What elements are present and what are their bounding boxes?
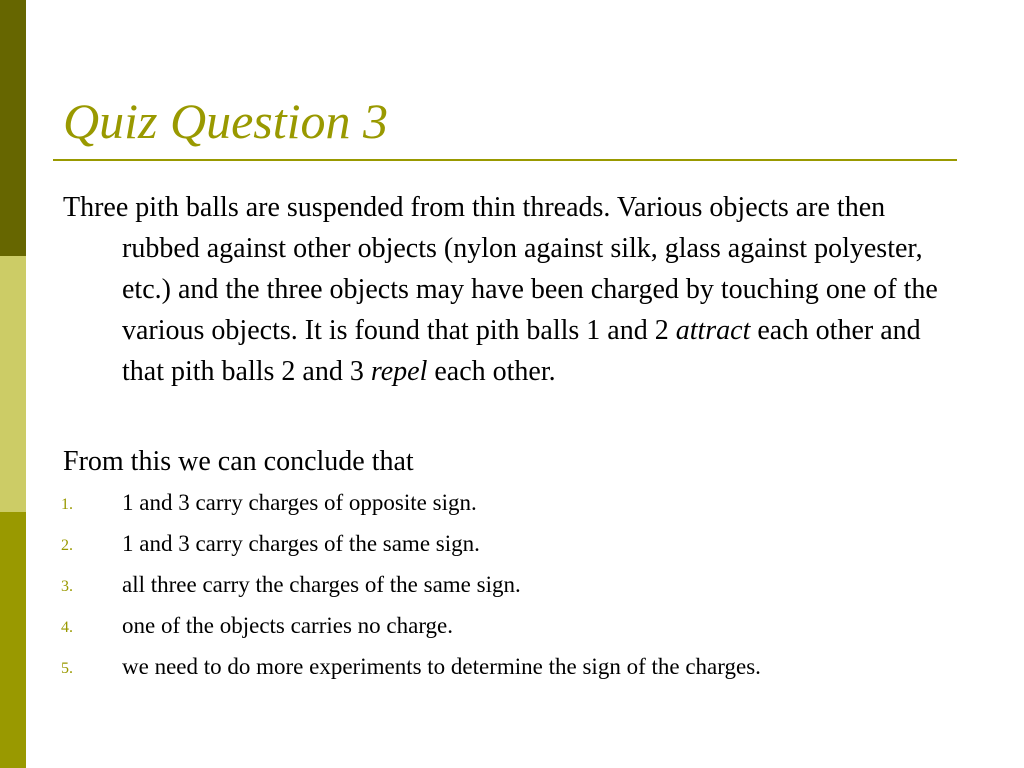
option-text: all three carry the charges of the same sign. [122,572,521,597]
conclusion-prompt: From this we can conclude that [63,446,414,477]
title-underline [53,159,957,161]
question-text-start: Three pith balls are suspended from thin threads. Various objects are then rubbed against other objects (nylon against silk, glass against polyester, etc.) and the three objects may have been charged by touching one of the various objects. It is found that pith balls 1 and 2 [63,192,938,346]
option-number: 5. [61,660,73,677]
side-bar-segment-light [0,256,26,512]
question-text-middle: each other and that pith balls 2 and 3 [122,315,921,387]
option-text: 1 and 3 carry charges of the same sign. [122,531,480,556]
question-paragraph [63,187,963,392]
decorative-side-bar [0,0,26,768]
option-number: 4. [61,619,73,636]
question-text-end: each other. [427,356,556,387]
repel-word: repel [370,356,428,387]
side-bar-segment-mid [0,512,26,768]
attract-word: attract [675,315,751,346]
option-text: 1 and 3 carry charges of opposite sign. [122,490,477,515]
side-bar-segment-dark [0,0,26,256]
option-text: one of the objects carries no charge. [122,613,454,638]
option-text: we need to do more experiments to determine the sign of the charges. [122,654,761,679]
option-number: 1. [61,496,73,513]
slide-title: Quiz Question 3 [63,93,388,149]
option-number: 3. [61,578,73,595]
option-number: 2. [61,537,73,554]
